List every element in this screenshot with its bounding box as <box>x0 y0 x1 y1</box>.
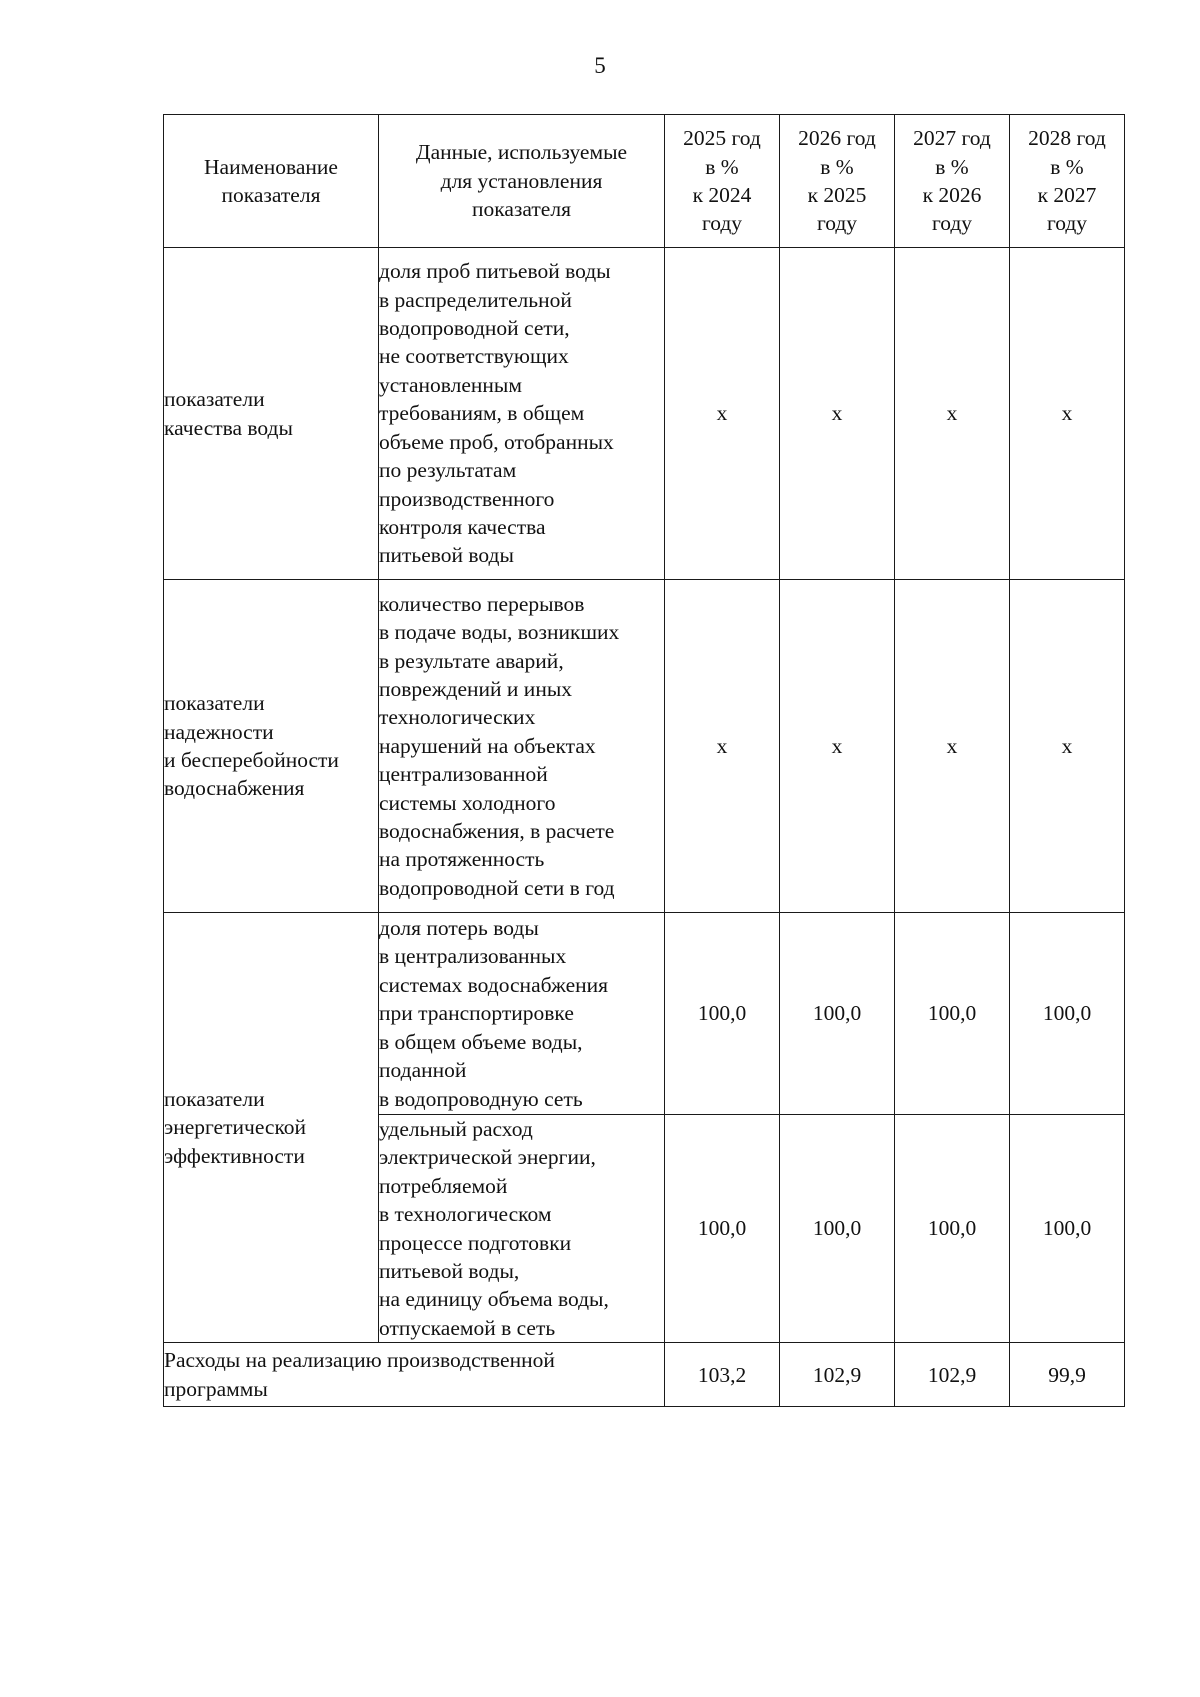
header-name-cell: Наименование показателя <box>164 115 379 248</box>
value-cell: 100,0 <box>780 1115 895 1343</box>
header-year-2025: 2025 год в % к 2024 году <box>665 115 780 248</box>
value-cell: х <box>780 580 895 913</box>
indicator-data-cell: доля проб питьевой воды в распределительной водопроводной сети, не соответствующих установленным требованиям, в общем объеме проб, отобранных по результатам производственного контроля качества питьевой воды <box>379 248 665 580</box>
page-number: 5 <box>594 53 606 78</box>
indicator-name-cell: показатели энергетической эффективности <box>164 913 379 1343</box>
header-year-2027: 2027 год в % к 2026 году <box>895 115 1010 248</box>
indicators-table <box>163 114 1125 1407</box>
value-cell: х <box>665 580 780 913</box>
indicator-data-cell: удельный расход электрической энергии, потребляемой в технологическом процессе подготовки питьевой воды, на единицу объема воды, отпускаемой в сеть <box>379 1115 665 1343</box>
value-cell: 100,0 <box>780 913 895 1115</box>
value-cell: х <box>780 248 895 580</box>
value-cell: 100,0 <box>895 1115 1010 1343</box>
value-cell: 100,0 <box>1010 1115 1125 1343</box>
value-cell: х <box>1010 580 1125 913</box>
table-header-row <box>164 115 1125 248</box>
footer-value-cell: 102,9 <box>780 1343 895 1407</box>
indicator-name-cell: показатели надежности и бесперебойности водоснабжения <box>164 580 379 913</box>
table-row-reliability <box>164 580 1125 913</box>
indicator-data-cell: количество перерывов в подаче воды, возникших в результате аварий, повреждений и иных технологических нарушений на объектах централизованной системы холодного водоснабжения, в расчете на протяженность водопроводной сети в год <box>379 580 665 913</box>
header-year-2026: 2026 год в % к 2025 году <box>780 115 895 248</box>
value-cell: 100,0 <box>665 1115 780 1343</box>
value-cell: х <box>665 248 780 580</box>
footer-label-cell: Расходы на реализацию производственной программы <box>164 1343 665 1407</box>
value-cell: х <box>895 580 1010 913</box>
header-year-2028: 2028 год в % к 2027 году <box>1010 115 1125 248</box>
value-cell: 100,0 <box>665 913 780 1115</box>
indicator-data-cell: доля потерь воды в централизованных системах водоснабжения при транспортировке в общем объеме воды, поданной в водопроводную сеть <box>379 913 665 1115</box>
footer-value-cell: 102,9 <box>895 1343 1010 1407</box>
value-cell: 100,0 <box>1010 913 1125 1115</box>
indicator-name-cell: показатели качества воды <box>164 248 379 580</box>
value-cell: х <box>895 248 1010 580</box>
footer-value-cell: 103,2 <box>665 1343 780 1407</box>
table-row-water-quality <box>164 248 1125 580</box>
value-cell: 100,0 <box>895 913 1010 1115</box>
table-footer-row <box>164 1343 1125 1407</box>
header-data-cell: Данные, используемые для установления показателя <box>379 115 665 248</box>
footer-value-cell: 99,9 <box>1010 1343 1125 1407</box>
value-cell: х <box>1010 248 1125 580</box>
table-row-energy-losses <box>164 913 1125 1115</box>
